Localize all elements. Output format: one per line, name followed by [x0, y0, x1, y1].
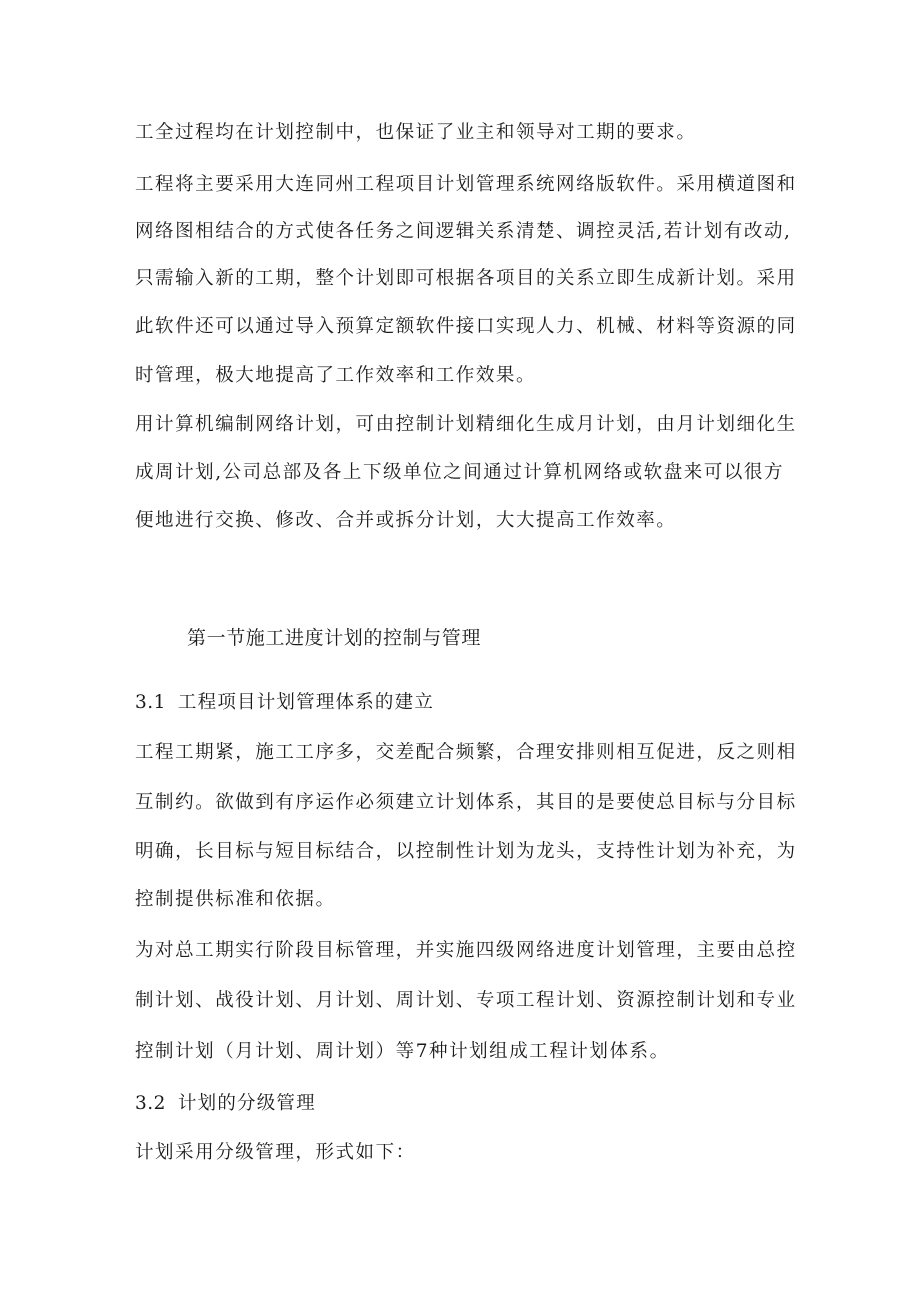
subsection-heading-3-2 — [135, 1092, 316, 1116]
paragraph-line: 时管理，极大地提高了工作效率和工作效果。 — [135, 365, 537, 386]
paragraph-line: 此软件还可以通过导入预算定额软件接口实现人力、机械、材料等资源的同 — [135, 316, 797, 337]
subsection-heading-3-1 — [135, 691, 434, 715]
paragraph-line: 成周计划,公司总部及各上下级单位之间通过计算机网络或软盘来可以很方 — [135, 462, 785, 483]
subsection-number: 3.1 — [135, 692, 166, 713]
paragraph-line: 控制提供标准和依据。 — [135, 889, 336, 910]
paragraph-line: 用计算机编制网络计划，可由控制计划精细化生成月计划，由月计划细化生 — [135, 414, 797, 435]
paragraph-line: 制计划、战役计划、月计划、周计划、专项工程计划、资源控制计划和专业 — [135, 990, 797, 1011]
paragraph-line: 明确，长目标与短目标结合，以控制性计划为龙头，支持性计划为补充，为 — [135, 841, 797, 862]
subsection-title: 工程项目计划管理体系的建立 — [177, 692, 435, 713]
paragraph-line: 工程将主要采用大连同州工程项目计划管理系统网络版软件。采用横道图和 — [135, 174, 797, 195]
paragraph-line: 只需输入新的工期，整个计划即可根据各项目的关系立即生成新计划。采用 — [135, 268, 797, 289]
paragraph-line: 互制约。欲做到有序运作必须建立计划体系，其目的是要使总目标与分目标 — [135, 792, 797, 813]
paragraph-line: 为对总工期实行阶段目标管理，并实施四级网络进度计划管理，主要由总控 — [135, 940, 797, 961]
subsection-title: 计划的分级管理 — [177, 1093, 316, 1114]
section-title: 第一节施工进度计划的控制与管理 — [187, 627, 482, 649]
paragraph-line: 控制计划（月计划、周计划）等7种计划组成工程计划体系。 — [135, 1041, 670, 1062]
paragraph-line: 计划采用分级管理，形式如下： — [135, 1142, 416, 1163]
subsection-number: 3.2 — [135, 1093, 166, 1114]
paragraph-line: 网络图相结合的方式使各任务之间逻辑关系清楚、调控灵活,若计划有改动, — [135, 221, 792, 242]
paragraph-line: 便地进行交换、修改、合并或拆分计划，大大提高工作效率。 — [135, 510, 677, 531]
paragraph-line: 工程工期紧，施工工序多，交差配合频繁，合理安排则相互促进，反之则相 — [135, 742, 797, 763]
paragraph-line: 工全过程均在计划控制中，也保证了业主和领导对工期的要求。 — [135, 122, 697, 143]
